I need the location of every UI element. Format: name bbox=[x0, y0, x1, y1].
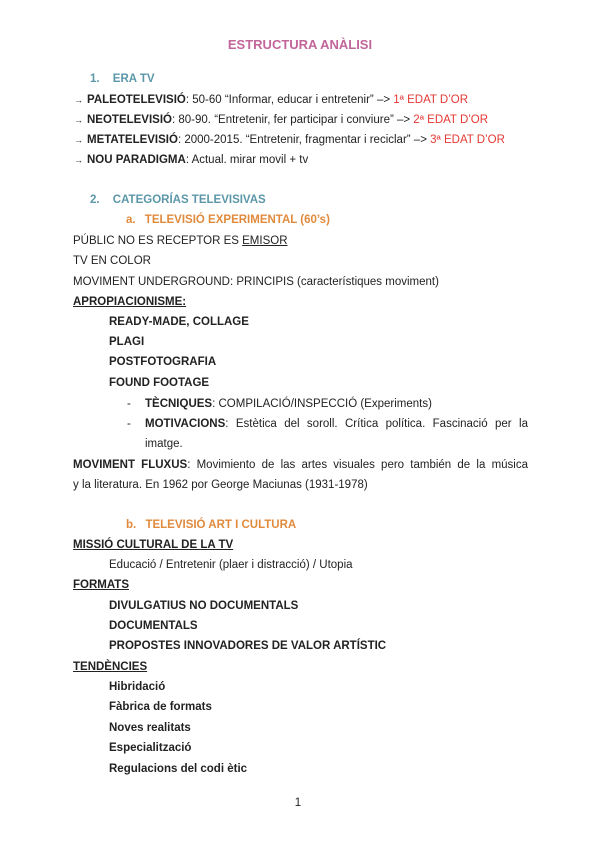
text-line: TV EN COLOR bbox=[73, 255, 151, 267]
list-item bbox=[74, 153, 308, 167]
era-label: 3ª EDAT D’OR bbox=[430, 134, 505, 146]
term: MOVIMENT FLUXUS bbox=[73, 459, 188, 471]
page-title: ESTRUCTURA ANÀLISI bbox=[227, 37, 373, 52]
term: METATELEVISIÓ bbox=[87, 134, 178, 146]
list-item: Regulacions del codi ètic bbox=[109, 763, 248, 775]
term: PALEOTELEVISIÓ bbox=[87, 94, 186, 106]
item-text: : Actual. mirar movil + tv bbox=[185, 154, 309, 166]
section-2-title: CATEGORÍAS TELEVISIVAS bbox=[112, 194, 266, 206]
list-item bbox=[74, 133, 505, 147]
apropiacionisme-heading bbox=[73, 295, 186, 309]
section-2-number: 2. bbox=[90, 194, 100, 206]
item-text: : Estètica del soroll. Crítica política. Fascinació per la bbox=[225, 418, 528, 430]
list-item bbox=[145, 397, 432, 411]
list-item: PROPOSTES INNOVADORES DE VALOR ARTÍSTIC bbox=[109, 640, 387, 652]
item-text: : 80-90. “Entretenir, fer participar i conviure” –> bbox=[172, 114, 414, 126]
subsection-b-number: b. bbox=[126, 519, 137, 531]
list-item: Especialització bbox=[109, 742, 192, 754]
heading-text: APROPIACIONISME bbox=[73, 296, 183, 308]
arrow-icon: → bbox=[74, 135, 83, 145]
item-text-cont: imatge. bbox=[145, 438, 183, 450]
paragraph-cont: y la literatura. En 1962 por George Maciunas (1931-1978) bbox=[73, 479, 368, 491]
list-item: DOCUMENTALS bbox=[109, 620, 198, 632]
list-item: Fàbrica de formats bbox=[109, 701, 212, 713]
arrow-icon: → bbox=[74, 95, 83, 105]
arrow-icon: → bbox=[74, 115, 83, 125]
era-label: 1ª EDAT D’OR bbox=[393, 94, 469, 106]
term: MOTIVACIONS bbox=[145, 418, 226, 430]
list-item bbox=[74, 113, 488, 127]
list-item: Noves realitats bbox=[109, 722, 191, 734]
text-line: MOVIMENT UNDERGROUND: PRINCIPIS (característiques moviment) bbox=[73, 276, 439, 288]
formats-heading: FORMATS bbox=[73, 579, 130, 591]
era-label: 2ª EDAT D’OR bbox=[413, 114, 489, 126]
list-item bbox=[145, 417, 528, 431]
subsection-a-title: TELEVISIÓ EXPERIMENTAL (60’s) bbox=[144, 214, 330, 226]
page-number: 1 bbox=[294, 797, 302, 809]
subsection-b-heading bbox=[126, 518, 296, 532]
underlined-term: EMISOR bbox=[242, 235, 288, 247]
paragraph bbox=[73, 458, 528, 472]
dash-bullet: - bbox=[127, 398, 131, 410]
item-text: : 2000-2015. “Entretenir, fragmentar i reciclar” –> bbox=[177, 134, 431, 146]
term: NEOTELEVISIÓ bbox=[87, 114, 172, 126]
text-line bbox=[73, 234, 288, 248]
arrow-icon: → bbox=[74, 155, 83, 165]
subsection-a-number: a. bbox=[126, 214, 136, 226]
text-fragment: PÚBLIC NO ES RECEPTOR ES bbox=[73, 235, 243, 247]
term: TÈCNIQUES bbox=[145, 398, 213, 410]
list-item: Hibridació bbox=[109, 681, 166, 693]
paragraph-text: : Movimiento de las artes visuales pero también de la música bbox=[187, 459, 528, 471]
heading-colon: : bbox=[182, 296, 187, 308]
dash-bullet: - bbox=[127, 418, 131, 430]
section-1-heading bbox=[90, 72, 155, 86]
missio-heading: MISSIÓ CULTURAL DE LA TV bbox=[73, 539, 234, 551]
list-item bbox=[74, 93, 468, 107]
tendencies-heading: TENDÈNCIES bbox=[73, 661, 148, 673]
list-item: FOUND FOOTAGE bbox=[109, 377, 210, 389]
list-item: READY-MADE, COLLAGE bbox=[109, 316, 249, 328]
text-line: Educació / Entretenir (plaer i distracció) / Utopia bbox=[109, 559, 353, 571]
subsection-a-heading bbox=[126, 213, 330, 227]
term: NOU PARADIGMA bbox=[87, 154, 186, 166]
list-item: DIVULGATIUS NO DOCUMENTALS bbox=[109, 600, 299, 612]
item-text: : COMPILACIÓ/INSPECCIÓ (Experiments) bbox=[212, 398, 432, 410]
list-item: PLAGI bbox=[109, 336, 145, 348]
subsection-b-title: TELEVISIÓ ART I CULTURA bbox=[145, 519, 297, 531]
section-1-title: ERA TV bbox=[112, 73, 155, 85]
section-2-heading bbox=[90, 193, 266, 207]
item-text: : 50-60 “Informar, educar i entretenir” –> bbox=[185, 94, 394, 106]
section-1-number: 1. bbox=[90, 73, 100, 85]
list-item: POSTFOTOGRAFIA bbox=[109, 356, 217, 368]
